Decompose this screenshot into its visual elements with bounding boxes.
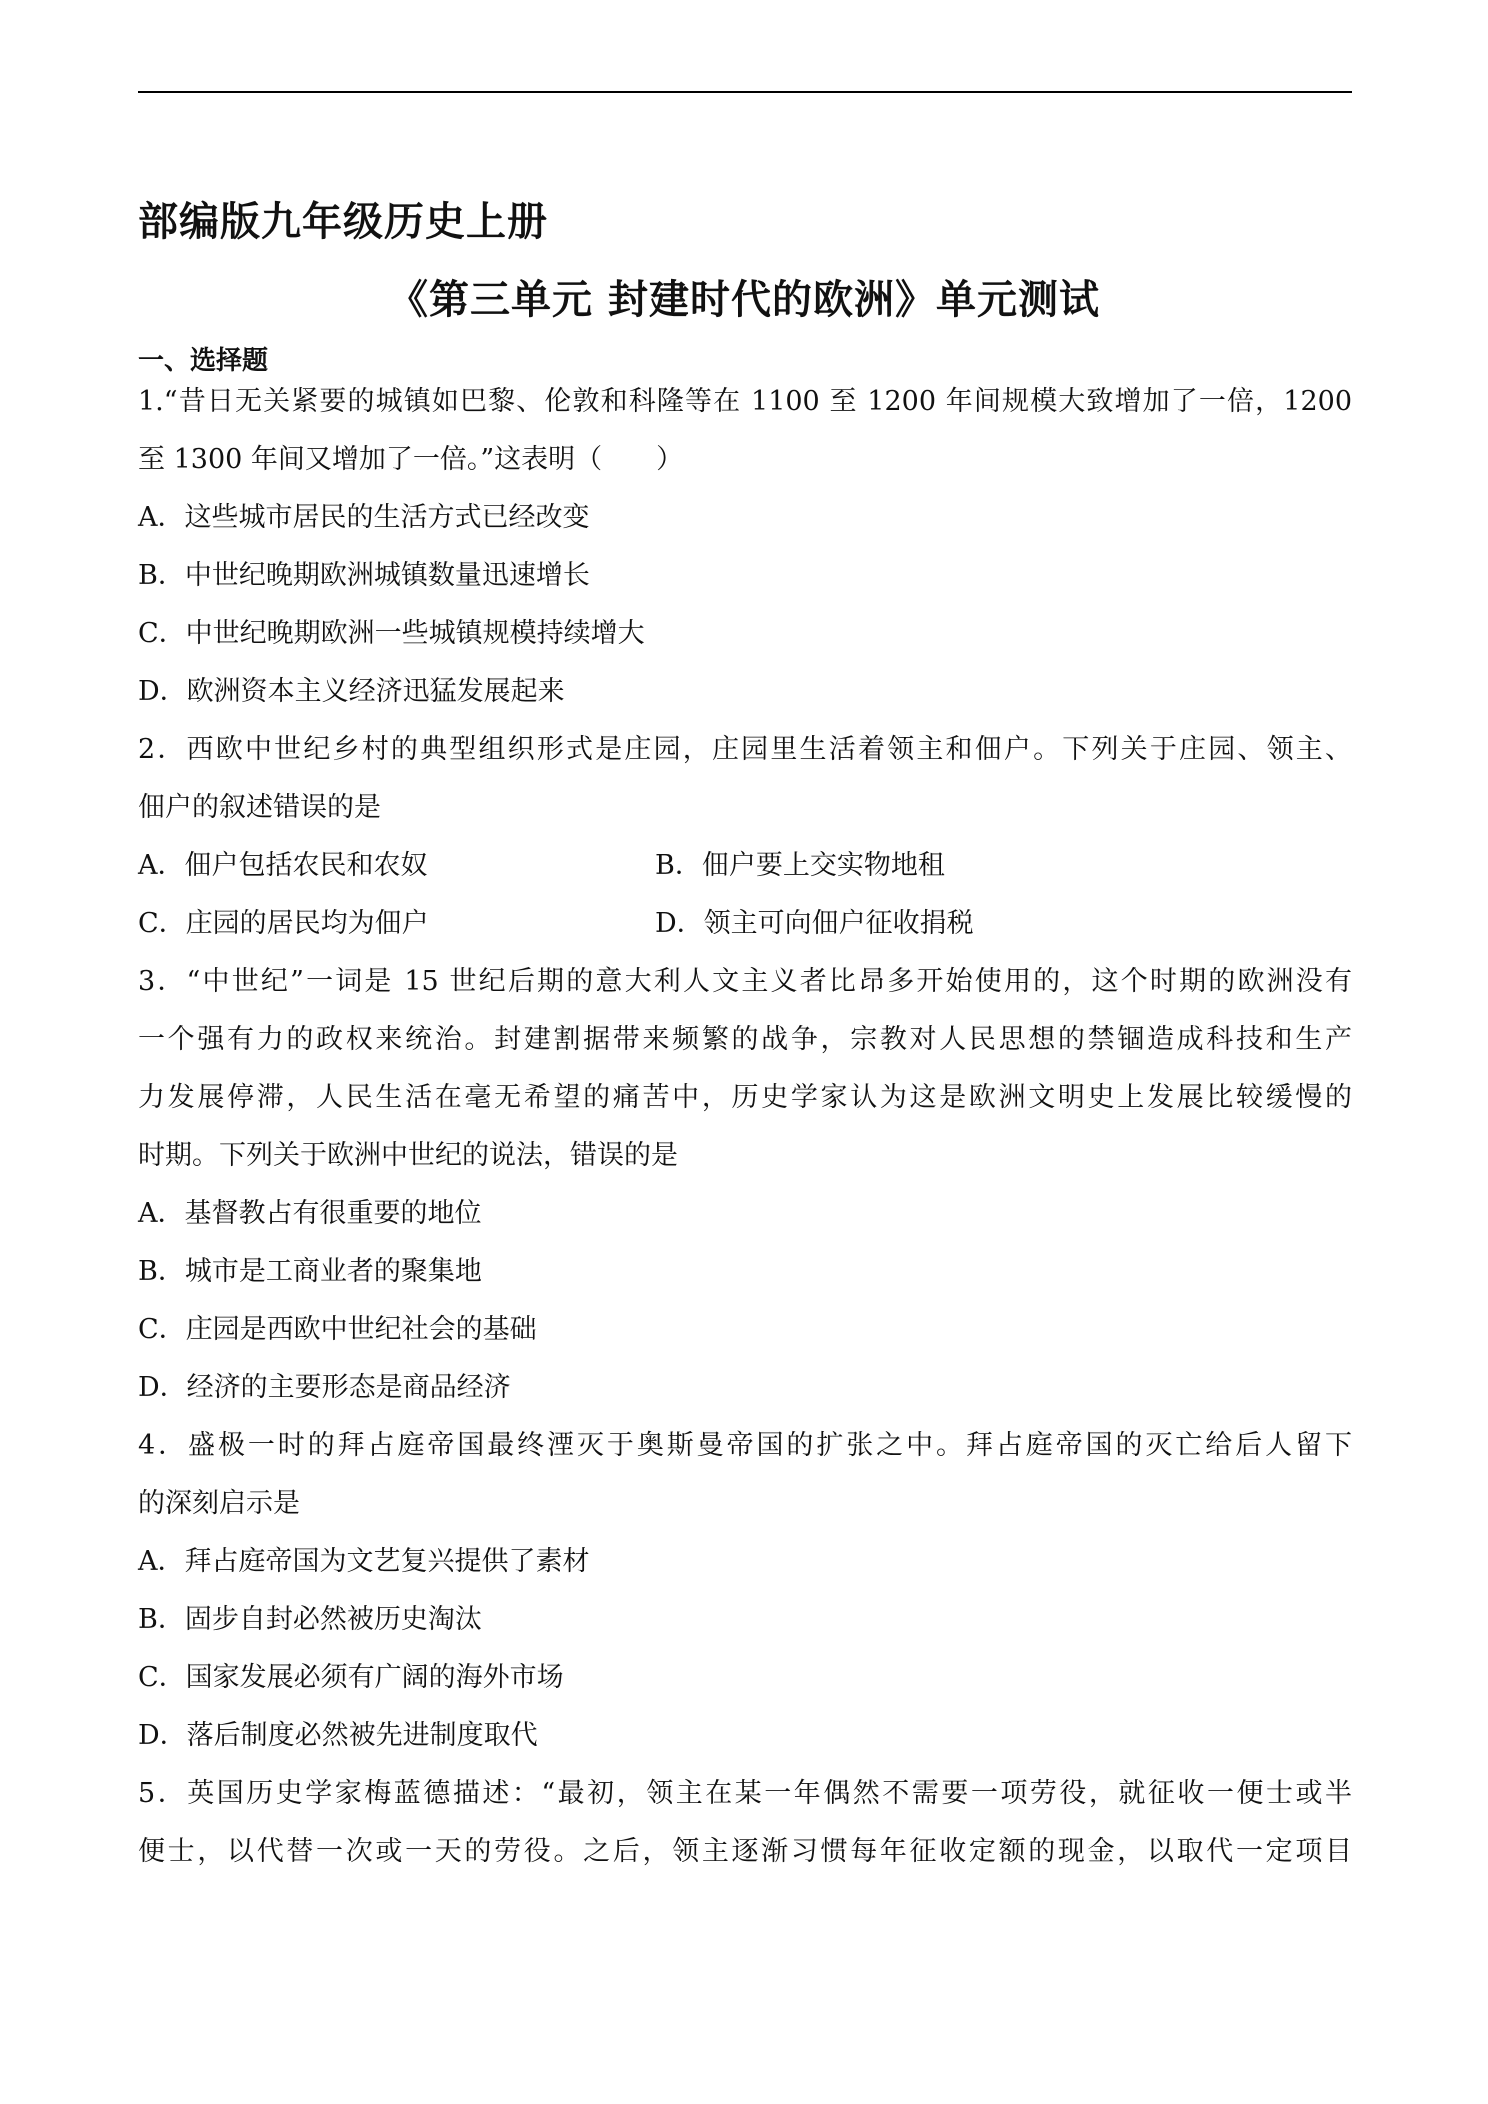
question-2-option-a: A．佃户包括农民和农奴 (138, 850, 428, 881)
question-1-option-b: B．中世纪晚期欧洲城镇数量迅速增长 (138, 560, 590, 591)
question-4-option-b: B．固步自封必然被历史淘汰 (138, 1604, 482, 1635)
series-title: 部编版九年级历史上册 (138, 199, 548, 245)
question-1-option-a: A．这些城市居民的生活方式已经改变 (138, 502, 590, 533)
question-5-line-2: 便士，以代替一次或一天的劳役。之后，领主逐渐习惯每年征收定额的现金，以取代一定项目 (138, 1836, 1352, 1867)
question-2-option-d: D．领主可向佃户征收捐税 (655, 908, 974, 939)
question-3-line-2: 一个强有力的政权来统治。封建割据带来频繁的战争，宗教对人民思想的禁锢造成科技和生产 (138, 1024, 1352, 1055)
question-3-option-a: A．基督教占有很重要的地位 (138, 1198, 482, 1229)
question-1-option-d: D．欧洲资本主义经济迅猛发展起来 (138, 676, 565, 707)
question-3-line-1: 3．“中世纪”一词是 15 世纪后期的意大利人文主义者比昂多开始使用的，这个时期的欧洲没有 (138, 966, 1352, 997)
question-2-option-b: B．佃户要上交实物地租 (655, 850, 945, 881)
header-rule (138, 91, 1352, 93)
section-heading: 一、选择题 (138, 346, 269, 376)
question-3-option-b: B．城市是工商业者的聚集地 (138, 1256, 482, 1287)
question-2-option-c: C．庄园的居民均为佃户 (138, 908, 429, 939)
question-2-line-2: 佃户的叙述错误的是 (138, 792, 381, 823)
question-5-line-1: 5．英国历史学家梅蓝德描述：“最初，领主在某一年偶然不需要一项劳役，就征收一便士或半 (138, 1778, 1352, 1809)
question-3-line-3: 力发展停滞，人民生活在毫无希望的痛苦中，历史学家认为这是欧洲文明史上发展比较缓慢的 (138, 1082, 1352, 1113)
question-4-line-1: 4．盛极一时的拜占庭帝国最终湮灭于奥斯曼帝国的扩张之中。拜占庭帝国的灭亡给后人留下 (138, 1430, 1352, 1461)
unit-title: 《第三单元 封建时代的欧洲》单元测试 (388, 277, 1100, 323)
question-4-line-2: 的深刻启示是 (138, 1488, 300, 1519)
question-4-option-a: A．拜占庭帝国为文艺复兴提供了素材 (138, 1546, 590, 1577)
question-3-option-c: C．庄园是西欧中世纪社会的基础 (138, 1314, 537, 1345)
question-1-line-2: 至 1300 年间又增加了一倍。”这表明（ ） (138, 444, 684, 475)
question-4-option-c: C．国家发展必须有广阔的海外市场 (138, 1662, 564, 1693)
question-1-option-c: C．中世纪晚期欧洲一些城镇规模持续增大 (138, 618, 645, 649)
question-1-line-1: 1.“昔日无关紧要的城镇如巴黎、伦敦和科隆等在 1100 至 1200 年间规模大致增加了一倍，1200 (138, 386, 1352, 417)
question-3-line-4: 时期。下列关于欧洲中世纪的说法，错误的是 (138, 1140, 678, 1171)
question-2-line-1: 2．西欧中世纪乡村的典型组织形式是庄园，庄园里生活着领主和佃户。下列关于庄园、领主、 (138, 734, 1352, 765)
question-3-option-d: D．经济的主要形态是商品经济 (138, 1372, 511, 1403)
question-4-option-d: D．落后制度必然被先进制度取代 (138, 1720, 538, 1751)
